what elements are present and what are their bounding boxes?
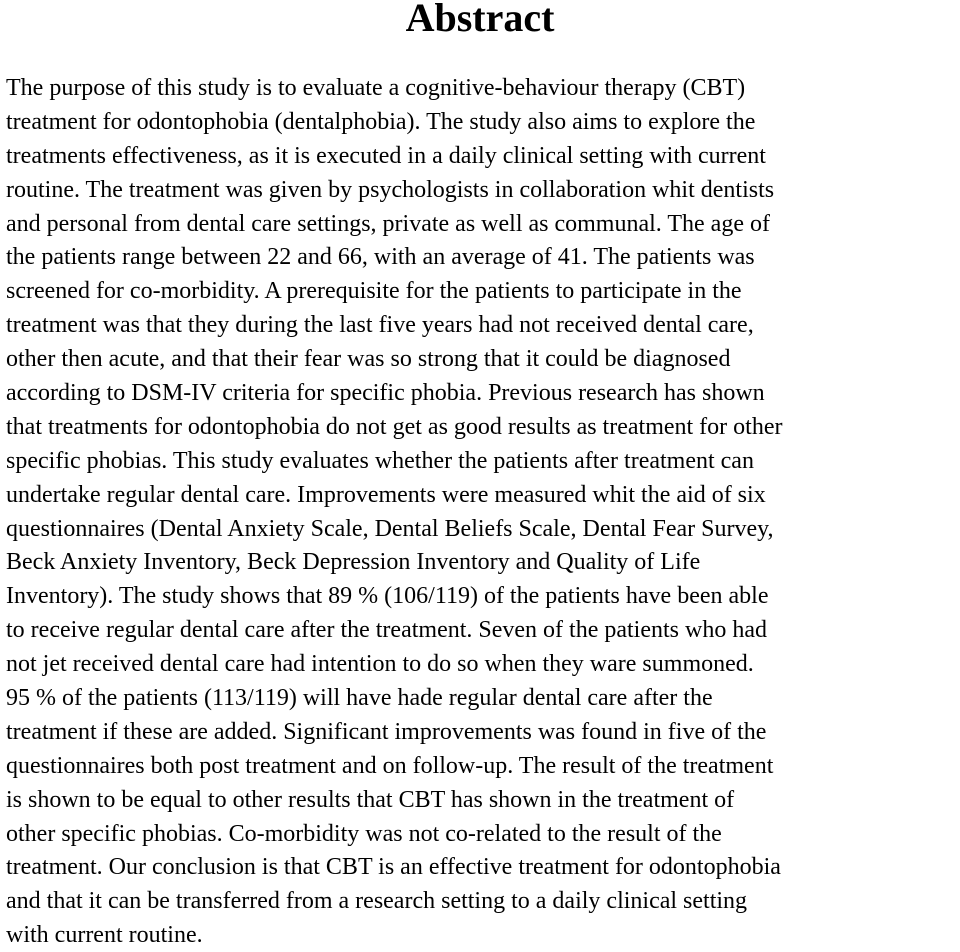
abstract-paragraph bbox=[6, 72, 960, 952]
abstract-line: and personal from dental care settings, private as well as communal. The age of bbox=[6, 210, 770, 237]
abstract-line: 95 % of the patients (113/119) will have hade regular dental care after the bbox=[6, 685, 713, 712]
abstract-line: treatment. Our conclusion is that CBT is an effective treatment for odontophobia bbox=[6, 854, 781, 881]
abstract-line: treatments effectiveness, as it is executed in a daily clinical setting with current bbox=[6, 142, 766, 169]
abstract-line: treatment for odontophobia (dentalphobia). The study also aims to explore the bbox=[6, 108, 756, 135]
abstract-line: the patients range between 22 and 66, with an average of 41. The patients was bbox=[6, 244, 755, 271]
abstract-line: treatment if these are added. Significant improvements was found in five of the bbox=[6, 718, 767, 745]
abstract-line: The purpose of this study is to evaluate a cognitive-behaviour therapy (CBT) bbox=[6, 75, 746, 101]
abstract-line: to receive regular dental care after the treatment. Seven of the patients who had bbox=[6, 617, 767, 644]
abstract-line: other then acute, and that their fear was so strong that it could be diagnosed bbox=[6, 346, 731, 373]
abstract-line: according to DSM-IV criteria for specific phobia. Previous research has shown bbox=[6, 380, 765, 407]
abstract-line: routine. The treatment was given by psychologists in collaboration whit dentists bbox=[6, 176, 775, 203]
abstract-line: other specific phobias. Co-morbidity was not co-related to the result of the bbox=[6, 820, 722, 847]
abstract-line: questionnaires (Dental Anxiety Scale, Dental Beliefs Scale, Dental Fear Survey, bbox=[6, 515, 774, 542]
abstract-line: that treatments for odontophobia do not get as good results as treatment for other bbox=[6, 413, 783, 440]
abstract-line: Beck Anxiety Inventory, Beck Depression Inventory and Quality of Life bbox=[6, 549, 701, 576]
abstract-line: specific phobias. This study evaluates whether the patients after treatment can bbox=[6, 447, 754, 474]
abstract-line: questionnaires both post treatment and on follow-up. The result of the treatment bbox=[6, 752, 774, 779]
abstract-heading: Abstract bbox=[405, 0, 555, 40]
abstract-line: not jet received dental care had intention to do so when they ware summoned. bbox=[6, 651, 754, 678]
abstract-line: and that it can be transferred from a research setting to a daily clinical setting bbox=[6, 888, 748, 915]
abstract-line: screened for co-morbidity. A prerequisite for the patients to participate in the bbox=[6, 278, 742, 305]
abstract-line: with current routine. bbox=[6, 922, 203, 949]
abstract-line: is shown to be equal to other results that CBT has shown in the treatment of bbox=[6, 786, 735, 813]
abstract-line: undertake regular dental care. Improvements were measured whit the aid of six bbox=[6, 481, 766, 508]
abstract-line: Inventory). The study shows that 89 % (106/119) of the patients have been able bbox=[6, 583, 769, 610]
abstract-line: treatment was that they during the last five years had not received dental care, bbox=[6, 312, 754, 339]
